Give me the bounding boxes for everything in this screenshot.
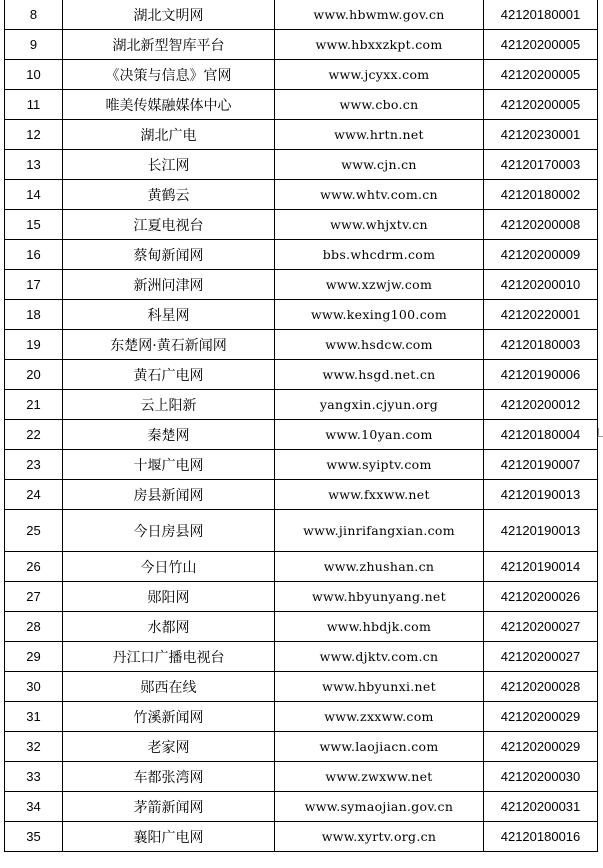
table-row	[5, 480, 598, 510]
site-url-cell: www.hsgd.net.cn	[275, 360, 484, 390]
site-url-cell: www.cbo.cn	[275, 90, 484, 120]
site-url-cell: www.whtv.com.cn	[275, 180, 484, 210]
row-number-cell: 27	[5, 582, 63, 612]
registration-number-cell: 42120200027	[484, 642, 598, 672]
row-number-cell: 18	[5, 300, 63, 330]
site-url-cell: www.hbxxzkpt.com	[275, 30, 484, 60]
site-name-cell: 房县新闻网	[63, 480, 275, 510]
site-url-cell: www.hsdcw.com	[275, 330, 484, 360]
table-row	[5, 612, 598, 642]
site-url-cell: www.zhushan.cn	[275, 552, 484, 582]
site-name-cell: 湖北新型智库平台	[63, 30, 275, 60]
registration-number-cell: 42120200005	[484, 30, 598, 60]
site-url-cell: www.zxxww.com	[275, 702, 484, 732]
site-name-cell: 云上阳新	[63, 390, 275, 420]
table-row	[5, 450, 598, 480]
table-body	[5, 0, 598, 852]
registration-number-cell: 42120180004	[484, 420, 598, 450]
table-row	[5, 360, 598, 390]
registration-number-cell: 42120230001	[484, 120, 598, 150]
site-name-cell: 黄石广电网	[63, 360, 275, 390]
table-row	[5, 210, 598, 240]
site-name-cell: 黄鹤云	[63, 180, 275, 210]
site-url-cell: www.jcyxx.com	[275, 60, 484, 90]
registration-number-cell: 42120200012	[484, 390, 598, 420]
row-number-cell: 28	[5, 612, 63, 642]
registration-number-cell: 42120190006	[484, 360, 598, 390]
row-number-cell: 35	[5, 822, 63, 852]
site-url-cell: bbs.whcdrm.com	[275, 240, 484, 270]
row-number-cell: 33	[5, 762, 63, 792]
row-number-cell: 8	[5, 0, 63, 30]
row-number-cell: 14	[5, 180, 63, 210]
registration-number-cell: 42120200009	[484, 240, 598, 270]
registration-number-cell: 42120200005	[484, 90, 598, 120]
site-url-cell: www.laojiacn.com	[275, 732, 484, 762]
registration-number-cell: 42120200031	[484, 792, 598, 822]
row-number-cell: 32	[5, 732, 63, 762]
site-name-cell: 蔡甸新闻网	[63, 240, 275, 270]
page-edge-mark	[598, 428, 603, 437]
row-number-cell: 21	[5, 390, 63, 420]
site-url-cell: yangxin.cjyun.org	[275, 390, 484, 420]
registration-number-cell: 42120180002	[484, 180, 598, 210]
site-url-cell: www.whjxtv.cn	[275, 210, 484, 240]
site-name-cell: 新洲问津网	[63, 270, 275, 300]
table-row	[5, 60, 598, 90]
table-row	[5, 300, 598, 330]
registration-number-cell: 42120190013	[484, 510, 598, 552]
table-row	[5, 240, 598, 270]
row-number-cell: 11	[5, 90, 63, 120]
table-row	[5, 330, 598, 360]
row-number-cell: 17	[5, 270, 63, 300]
registration-number-cell: 42120200030	[484, 762, 598, 792]
row-number-cell: 26	[5, 552, 63, 582]
site-url-cell: www.10yan.com	[275, 420, 484, 450]
site-name-cell: 郧西在线	[63, 672, 275, 702]
row-number-cell: 29	[5, 642, 63, 672]
table-row	[5, 90, 598, 120]
table-row	[5, 150, 598, 180]
site-name-cell: 东楚网·黄石新闻网	[63, 330, 275, 360]
site-name-cell: 科星网	[63, 300, 275, 330]
row-number-cell: 16	[5, 240, 63, 270]
registration-number-cell: 42120170003	[484, 150, 598, 180]
table-row	[5, 420, 598, 450]
row-number-cell: 15	[5, 210, 63, 240]
registration-number-cell: 42120220001	[484, 300, 598, 330]
site-name-cell: 长江网	[63, 150, 275, 180]
registration-number-cell: 42120200008	[484, 210, 598, 240]
site-url-cell: www.xyrtv.org.cn	[275, 822, 484, 852]
site-name-cell: 秦楚网	[63, 420, 275, 450]
registration-number-cell: 42120200029	[484, 732, 598, 762]
site-name-cell: 襄阳广电网	[63, 822, 275, 852]
row-number-cell: 23	[5, 450, 63, 480]
site-url-cell: www.symaojian.gov.cn	[275, 792, 484, 822]
table-row	[5, 120, 598, 150]
site-url-cell: www.xzwjw.com	[275, 270, 484, 300]
site-name-cell: 湖北文明网	[63, 0, 275, 30]
table-row	[5, 672, 598, 702]
site-url-cell: www.fxxww.net	[275, 480, 484, 510]
row-number-cell: 30	[5, 672, 63, 702]
site-url-cell: www.djktv.com.cn	[275, 642, 484, 672]
table-row	[5, 0, 598, 30]
table-row	[5, 792, 598, 822]
site-url-cell: www.zwxww.net	[275, 762, 484, 792]
site-url-cell: www.hbdjk.com	[275, 612, 484, 642]
registration-number-cell: 42120190013	[484, 480, 598, 510]
table-row	[5, 390, 598, 420]
site-name-cell: 唯美传媒融媒体中心	[63, 90, 275, 120]
registration-number-cell: 42120190014	[484, 552, 598, 582]
site-url-cell: www.jinrifangxian.com	[275, 510, 484, 552]
row-number-cell: 25	[5, 510, 63, 552]
registration-number-cell: 42120200027	[484, 612, 598, 642]
site-name-cell: 丹江口广播电视台	[63, 642, 275, 672]
registration-number-cell: 42120180001	[484, 0, 598, 30]
row-number-cell: 34	[5, 792, 63, 822]
site-url-cell: www.hbwmw.gov.cn	[275, 0, 484, 30]
table-row	[5, 180, 598, 210]
table-row	[5, 582, 598, 612]
site-name-cell: 老家网	[63, 732, 275, 762]
site-name-cell: 今日房县网	[63, 510, 275, 552]
table-row	[5, 30, 598, 60]
row-number-cell: 22	[5, 420, 63, 450]
row-number-cell: 20	[5, 360, 63, 390]
table-row	[5, 270, 598, 300]
site-url-cell: www.syiptv.com	[275, 450, 484, 480]
registration-number-cell: 42120180003	[484, 330, 598, 360]
row-number-cell: 9	[5, 30, 63, 60]
site-url-cell: www.hrtn.net	[275, 120, 484, 150]
table-row	[5, 702, 598, 732]
registration-number-cell: 42120200028	[484, 672, 598, 702]
row-number-cell: 13	[5, 150, 63, 180]
table-row	[5, 762, 598, 792]
site-name-cell: 竹溪新闻网	[63, 702, 275, 732]
site-name-cell: 茅箭新闻网	[63, 792, 275, 822]
site-url-cell: www.hbyunyang.net	[275, 582, 484, 612]
site-url-cell: www.kexing100.com	[275, 300, 484, 330]
site-name-cell: 江夏电视台	[63, 210, 275, 240]
row-number-cell: 19	[5, 330, 63, 360]
registration-number-cell: 42120200029	[484, 702, 598, 732]
row-number-cell: 12	[5, 120, 63, 150]
table-row	[5, 552, 598, 582]
row-number-cell: 10	[5, 60, 63, 90]
site-url-cell: www.cjn.cn	[275, 150, 484, 180]
registration-number-cell: 42120180016	[484, 822, 598, 852]
site-name-cell: 郧阳网	[63, 582, 275, 612]
row-number-cell: 31	[5, 702, 63, 732]
table-row	[5, 822, 598, 852]
table-row	[5, 510, 598, 552]
site-name-cell: 十堰广电网	[63, 450, 275, 480]
registration-number-cell: 42120200005	[484, 60, 598, 90]
registration-number-cell: 42120200026	[484, 582, 598, 612]
table-row	[5, 732, 598, 762]
site-name-cell: 《决策与信息》官网	[63, 60, 275, 90]
registration-number-cell: 42120190007	[484, 450, 598, 480]
site-name-cell: 湖北广电	[63, 120, 275, 150]
site-name-cell: 车都张湾网	[63, 762, 275, 792]
registration-number-cell: 42120200010	[484, 270, 598, 300]
site-name-cell: 水都网	[63, 612, 275, 642]
site-name-cell: 今日竹山	[63, 552, 275, 582]
table-row	[5, 642, 598, 672]
site-url-cell: www.hbyunxi.net	[275, 672, 484, 702]
row-number-cell: 24	[5, 480, 63, 510]
website-registry-table	[4, 0, 598, 852]
